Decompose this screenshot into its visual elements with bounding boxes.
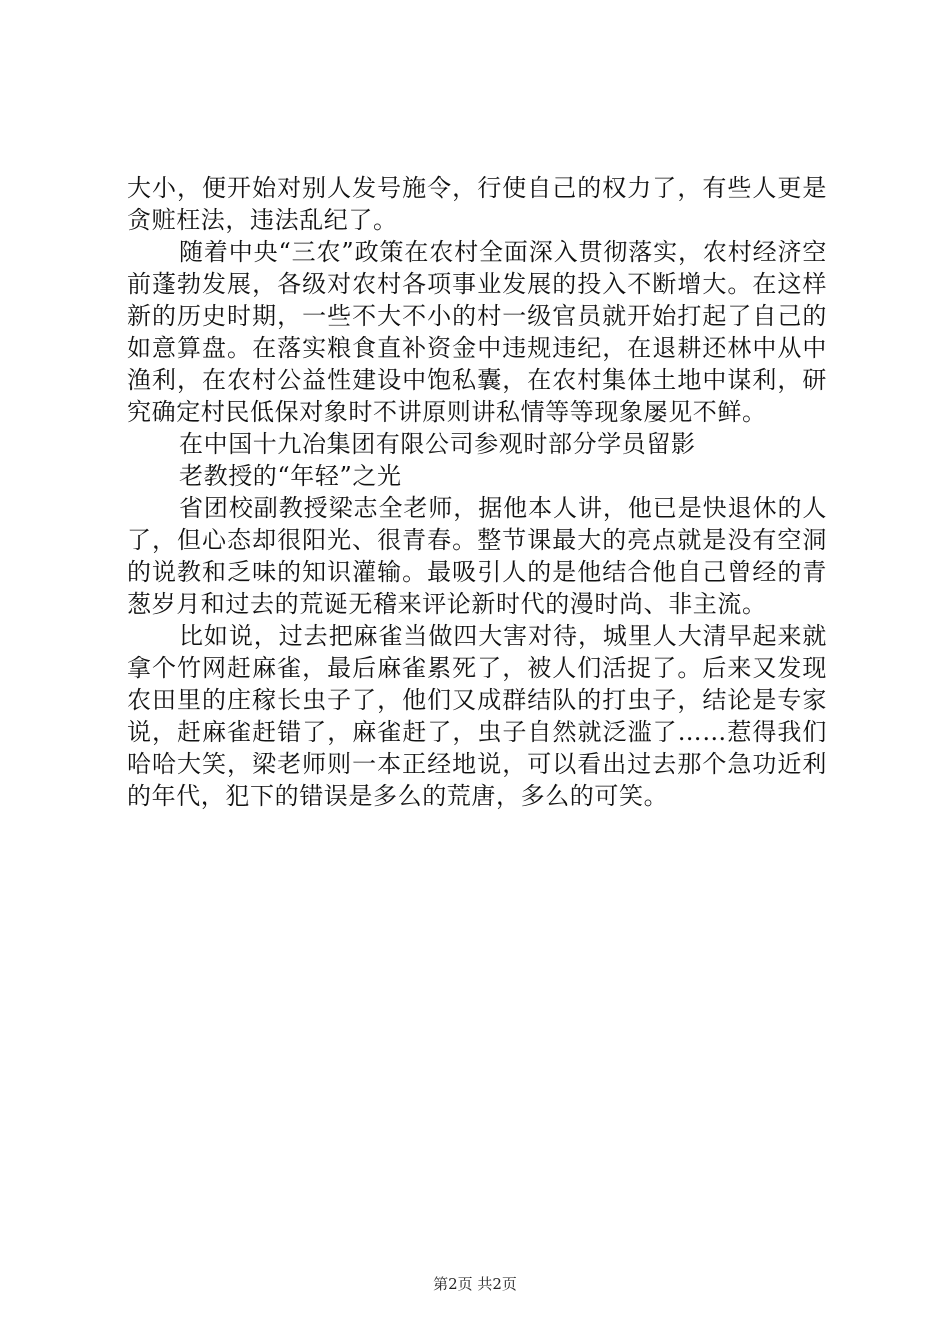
section-heading: 老教授的“年轻”之光 (179, 462, 402, 490)
page-number-footer: 第2页 共2页 (433, 1275, 517, 1293)
paragraph-2: 随着中央“三农”政策在农村全面深入贯彻落实，农村经济空前蓬勃发展，各级对农村各项事业发展的投入不断增大。在这样新的历史时期，一些不大不小的村一级官员就开始打起了自己的如意算盘。在落实粮食直补资金中违规违纪，在退耕还林中从中渔利，在农村公益性建设中饱私囊，在农村集体土地中谋利，研究确定村民低保对象时不讲原则讲私情等等现象屡见不鲜。 (127, 238, 827, 426)
paragraph-1: 大小，便开始对别人发号施令，行使自己的权力了，有些人更是贪赃枉法，违法乱纪了。 (127, 174, 827, 234)
document-body (127, 172, 827, 812)
paragraph-3: 省团校副教授梁志全老师，据他本人讲，他已是快退休的人了，但心态却很阳光、很青春。整节课最大的亮点就是没有空洞的说教和乏味的知识灌输。最吸引人的是他结合他自己曾经的青葱岁月和过去的荒诞无稽来评论新时代的漫时尚、非主流。 (127, 494, 827, 618)
paragraph-4: 比如说，过去把麻雀当做四大害对待，城里人大清早起来就拿个竹网赶麻雀，最后麻雀累死了，被人们活捉了。后来又发现农田里的庄稼长虫子了，他们又成群结队的打虫子，结论是专家说，赶麻雀赶错了，麻雀赶了，虫子自然就泛滥了……惹得我们哈哈大笑，梁老师则一本正经地说，可以看出过去那个急功近利的年代，犯下的错误是多么的荒唐，多么的可笑。 (127, 622, 827, 810)
photo-caption: 在中国十九冶集团有限公司参观时部分学员留影 (179, 430, 696, 458)
